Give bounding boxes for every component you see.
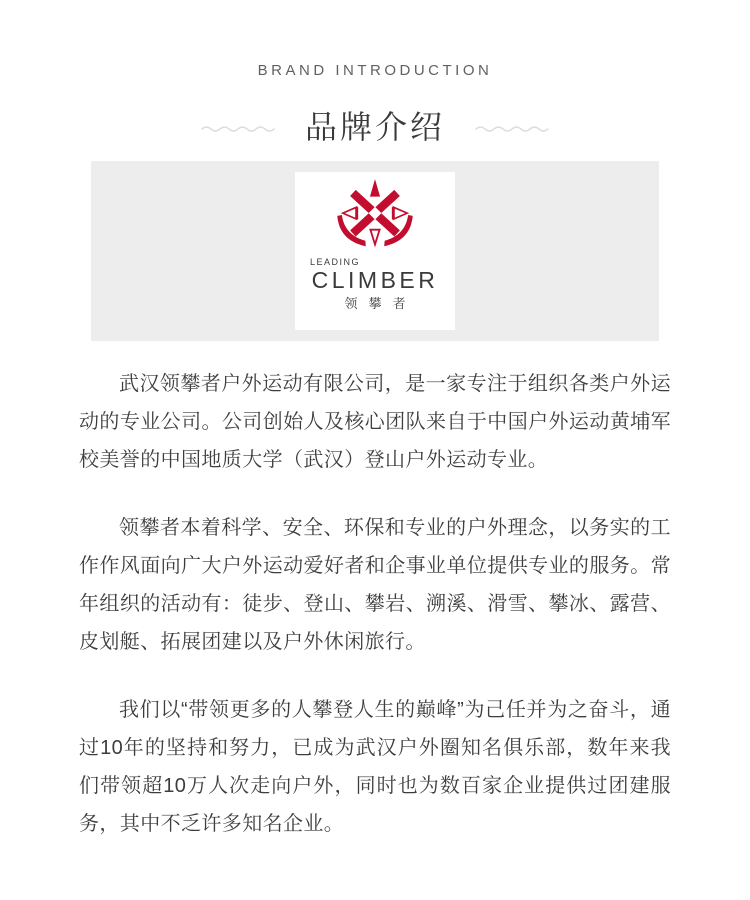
- logo-name-en: CLIMBER: [311, 267, 439, 293]
- section-eyebrow: BRAND INTRODUCTION: [257, 62, 493, 79]
- intro-paragraph-2: 领攀者本着科学、安全、环保和专业的户外理念，以务实的工作作风面向广大户外运动爱好者和企事业单位提供专业的服务。常年组织的活动有：徒步、登山、攀岩、溯溪、滑雪、攀冰、露营、皮划艇、拓展团建以及户外休闲旅行。: [79, 517, 671, 653]
- logo-leading-text: LEADING: [310, 257, 361, 267]
- brand-banner: [91, 161, 659, 341]
- climber-emblem-icon: [329, 178, 421, 252]
- logo-name-cn: 领攀者: [344, 296, 417, 311]
- section-title: 品牌介绍: [304, 109, 445, 145]
- intro-paragraph-3: 我们以“带领更多的人攀登人生的巅峰”为己任并为之奋斗，通过10年的坚持和努力，已成为武汉户外圈知名俱乐部，数年来我们带领超10万人次走向户外，同时也为数百家企业提供过团建服务，其中不乏许多知名企业。: [79, 699, 671, 835]
- section-title-row: [0, 105, 750, 149]
- intro-paragraph-1: 武汉领攀者户外运动有限公司，是一家专注于组织各类户外运动的专业公司。公司创始人及核心团队来自于中国户外运动黄埔军校美誉的中国地质大学（武汉）登山户外运动专业。: [79, 373, 671, 471]
- wave-decoration-right-icon: [475, 122, 549, 132]
- intro-text-block: [0, 341, 750, 843]
- brand-logo-card: [295, 172, 455, 330]
- wave-decoration-left-icon: [201, 122, 275, 132]
